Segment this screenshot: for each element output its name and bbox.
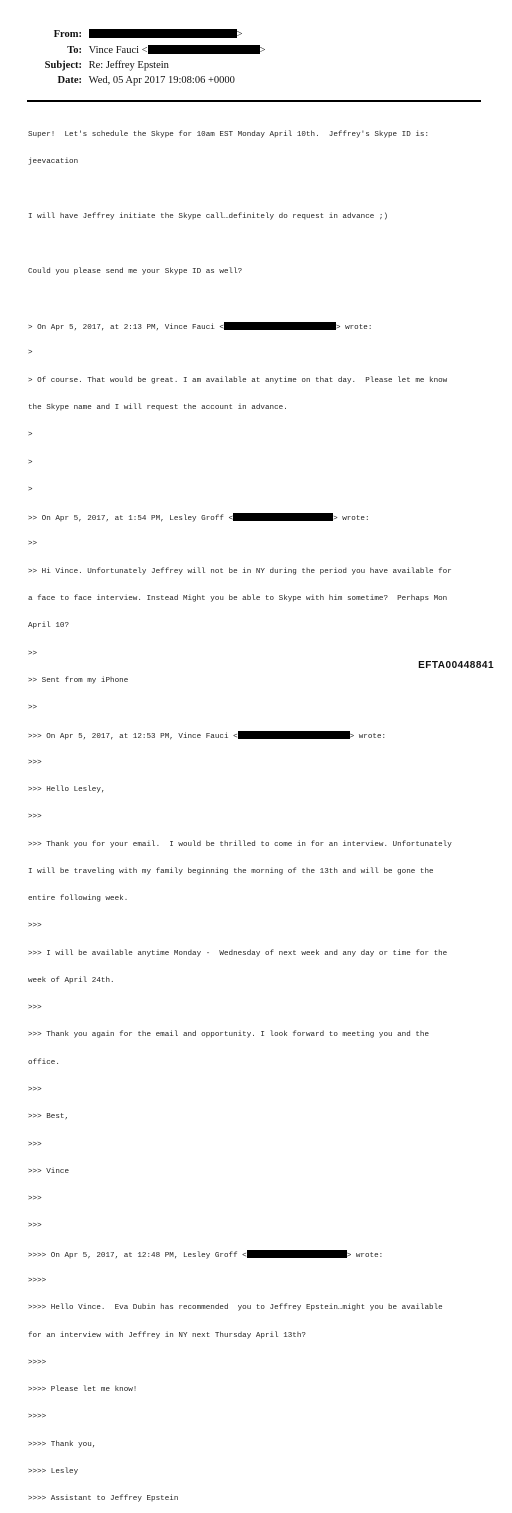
quote-header-tail: > wrote: — [349, 733, 387, 742]
header-date — [24, 74, 235, 88]
date-label: Date: — [57, 75, 82, 86]
subject-label: Subject: — [44, 60, 82, 71]
from-label: From: — [53, 29, 82, 40]
body-line: >>>> — [28, 1413, 47, 1422]
body-line: >>>> Please let me know! — [28, 1386, 138, 1395]
body-line — [28, 295, 498, 304]
redaction-bar — [224, 322, 336, 330]
body-line: the Skype name and I will request the account in advance. — [28, 404, 288, 412]
body-line: >> — [28, 704, 38, 713]
body-line: > — [28, 485, 33, 494]
body-line: >>> — [28, 758, 42, 767]
body-line: >>> Hello Lesley, — [28, 785, 106, 794]
body-line: >> — [28, 649, 38, 658]
quote-header — [28, 322, 498, 331]
body-line: >>> Thank you for your email. I would be thrilled to come in for an interview. Unfortunately — [28, 840, 452, 849]
header-to — [24, 44, 266, 58]
header-subject — [24, 59, 169, 73]
header-divider — [27, 100, 481, 102]
body-line: April 10? — [28, 622, 70, 631]
quote-header-tail: > wrote: — [335, 324, 373, 333]
body-line: >> Hi Vince. Unfortunately Jeffrey will not be in NY during the period you have available for — [28, 567, 452, 576]
quote-header — [28, 1250, 498, 1259]
redaction-bar — [247, 1250, 347, 1258]
body-line: >> Sent from my iPhone — [28, 676, 129, 685]
body-line: >>> — [28, 1004, 42, 1013]
quote-header-text: >> On Apr 5, 2017, at 1:54 PM, Lesley Groff < — [28, 515, 234, 524]
body-line: jeevacation — [28, 158, 79, 167]
body-line: >>>> Hello Vince. Eva Dubin has recommended you to Jeffrey Epstein…might you be available — [28, 1304, 443, 1313]
body-line: a face to face interview. Instead Might you be able to Skype with him sometime? Perhaps Mon — [28, 594, 448, 603]
quote-header-text: >>> On Apr 5, 2017, at 12:53 PM, Vince Fauci < — [28, 733, 238, 742]
header-from — [24, 28, 243, 42]
body-line: >>> — [28, 813, 42, 822]
body-line: entire following week. — [28, 895, 129, 904]
redaction-bar — [148, 45, 260, 54]
body-line: office. — [28, 1058, 60, 1067]
bates-number: EFTA00448841 — [418, 660, 494, 671]
body-line: week of April 24th. — [28, 976, 115, 985]
body-line: >>> I will be available anytime Monday - Wednesday of next week and any day or time for the — [28, 949, 448, 958]
body-line: >>> Thank you again for the email and opportunity. I look forward to meeting you and the — [28, 1031, 430, 1040]
body-line: I will have Jeffrey initiate the Skype call…definitely do request in advance ;) — [28, 213, 389, 222]
body-line: >>>> Thank you, — [28, 1440, 97, 1449]
body-line: >>>> Lesley — [28, 1467, 79, 1476]
quote-header — [28, 731, 498, 740]
date-value: Wed, 05 Apr 2017 19:08:06 +0000 — [88, 75, 235, 86]
body-line: >>> — [28, 922, 42, 931]
subject-value: Re: Jeffrey Epstein — [88, 60, 169, 71]
body-line: > — [28, 458, 33, 467]
body-line: >>> Best, — [28, 1113, 70, 1122]
redaction-bar — [233, 513, 333, 521]
to-tail: > — [259, 45, 266, 56]
quote-header — [28, 513, 498, 522]
body-line: >>>> — [28, 1358, 47, 1367]
body-line: >>>> — [28, 1277, 47, 1285]
body-line: > — [28, 349, 33, 358]
body-line: >>> — [28, 1140, 42, 1149]
body-line: I will be traveling with my family beginning the morning of the 13th and will be gone the — [28, 867, 434, 876]
body-line: > Of course. That would be great. I am available at anytime on that day. Please let me know — [28, 376, 448, 385]
body-line: >>> Vince — [28, 1167, 70, 1176]
quote-header-text: >>>> On Apr 5, 2017, at 12:48 PM, Lesley Groff < — [28, 1251, 247, 1260]
email-body — [28, 113, 498, 1513]
redaction-bar — [238, 731, 350, 739]
body-line: Super! Let's schedule the Skype for 10am EST Monday April 10th. Jeffrey's Skype ID is: — [28, 131, 430, 140]
body-line — [28, 186, 498, 195]
body-line: >>> — [28, 1086, 42, 1095]
quote-header-text: > On Apr 5, 2017, at 2:13 PM, Vince Fauci < — [28, 324, 224, 333]
body-line: >> — [28, 540, 38, 549]
body-line: >>> — [28, 1222, 42, 1231]
body-line: for an interview with Jeffrey in NY next Thursday April 13th? — [28, 1331, 306, 1340]
body-line: > — [28, 431, 33, 440]
redaction-bar — [89, 29, 237, 38]
body-line — [28, 240, 498, 249]
body-line: Could you please send me your Skype ID as well? — [28, 267, 243, 276]
quote-header-tail: > wrote: — [333, 515, 370, 524]
body-line: >>> — [28, 1195, 42, 1204]
to-label: To: — [67, 45, 82, 56]
to-value: Vince Fauci < — [88, 45, 148, 56]
body-line: >>>> Assistant to Jeffrey Epstein — [28, 1495, 179, 1504]
from-tail: > — [236, 29, 243, 40]
quote-header-tail: > wrote: — [346, 1251, 384, 1260]
